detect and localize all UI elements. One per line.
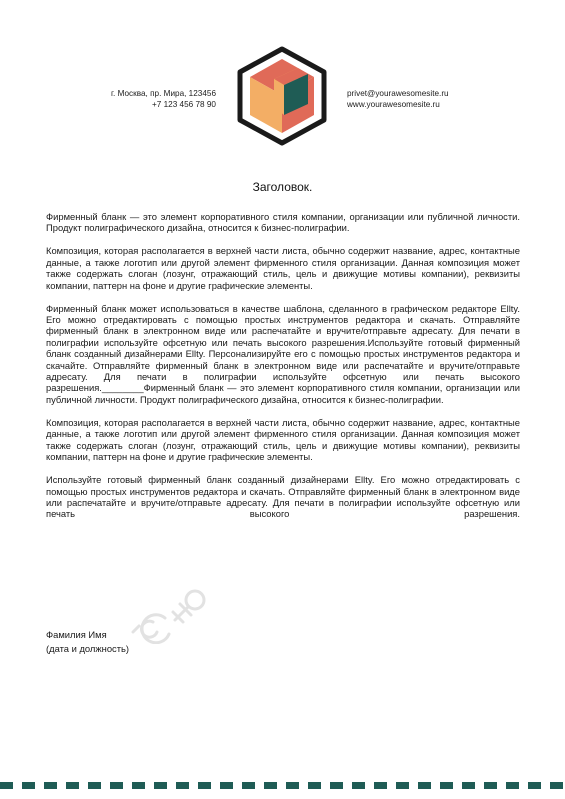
header-contacts-right [347, 88, 449, 110]
paragraph-5: Используйте готовый фирменный бланк созданный дизайнерами Ellty. Его можно отредактировать с помощью простых инструментов редактора и скачать. Отправляйте фирменный бланк в электронном виде или распечатайте и вручите/отправьте адресату. Для печати в полиграфии используйте офсетную или печать высокого разрешения. [46, 474, 520, 520]
stamp-icon [127, 582, 213, 644]
paragraph-4: Композиция, которая располагается в верхней части листа, обычно содержит название, адрес, контактные данные, а также логотип или другой элемент фирменного стиля организации. Данная композиция может также содержать слоган (лозунг, отражающий стиль, цель и движущие мотивы компании), реквизиты компании, паттерн на фоне и другие графические элементы. [46, 416, 520, 463]
footer-dashed-bar [0, 782, 565, 789]
paragraph-1: Фирменный бланк — это элемент корпоративного стиля компании, организации или публичной личности. Продукт полиграфического дизайна, относится к бизнес-полиграфии. [46, 211, 520, 234]
header-phone: +7 123 456 78 90 [152, 100, 216, 109]
header-email[interactable]: privet@yourawesomesite.ru [347, 89, 449, 98]
header-address: г. Москва, пр. Мира, 123456 [111, 89, 216, 98]
paragraph-3: Фирменный бланк может использоваться в качестве шаблона, сделанного в графическом редакторе Ellty. Его можно отредактировать с помощью простых инструментов редактора и скачать. Отправляйте фирменный бланк в электронном виде или распечатайте и вручите/отправьте адресату. Для печати в полиграфии используйте офсетную или печать высокого разрешения.Используйте готовый фирменный бланк созданный дизайнерами Ellty. Персонализируйте его с помощью простых инструментов редактора и скачайте. Отправляйте фирменный бланк в электронном виде или распечатайте и вручите/отправьте адресату. Для печати в полиграфии используйте офсетную или печать высокого разрешения.________Фирменный бланк — это элемент корпоративного стиля компании, организации или публичной личности. Продукт полиграфического дизайна, относится к бизнес-полиграфии. [46, 302, 520, 405]
letter-body [46, 211, 520, 531]
signature-name: Фамилия Имя [46, 629, 107, 640]
signature-block [46, 628, 129, 656]
company-logo [236, 46, 328, 146]
paragraph-2: Композиция, которая располагается в верхней части листа, обычно содержит название, адрес, контактные данные, а также логотип или другой элемент фирменного стиля организации. Данная композиция может также содержать слоган (лозунг, отражающий стиль, цель и движущие мотивы компании), реквизиты компании, паттерн на фоне и другие графические элементы. [46, 245, 520, 291]
signature-position: (дата и должность) [46, 643, 130, 654]
header-contacts-left [111, 88, 216, 110]
header-website[interactable]: www.yourawesomesite.ru [347, 100, 440, 109]
letter-title: Заголовок. [252, 180, 313, 194]
